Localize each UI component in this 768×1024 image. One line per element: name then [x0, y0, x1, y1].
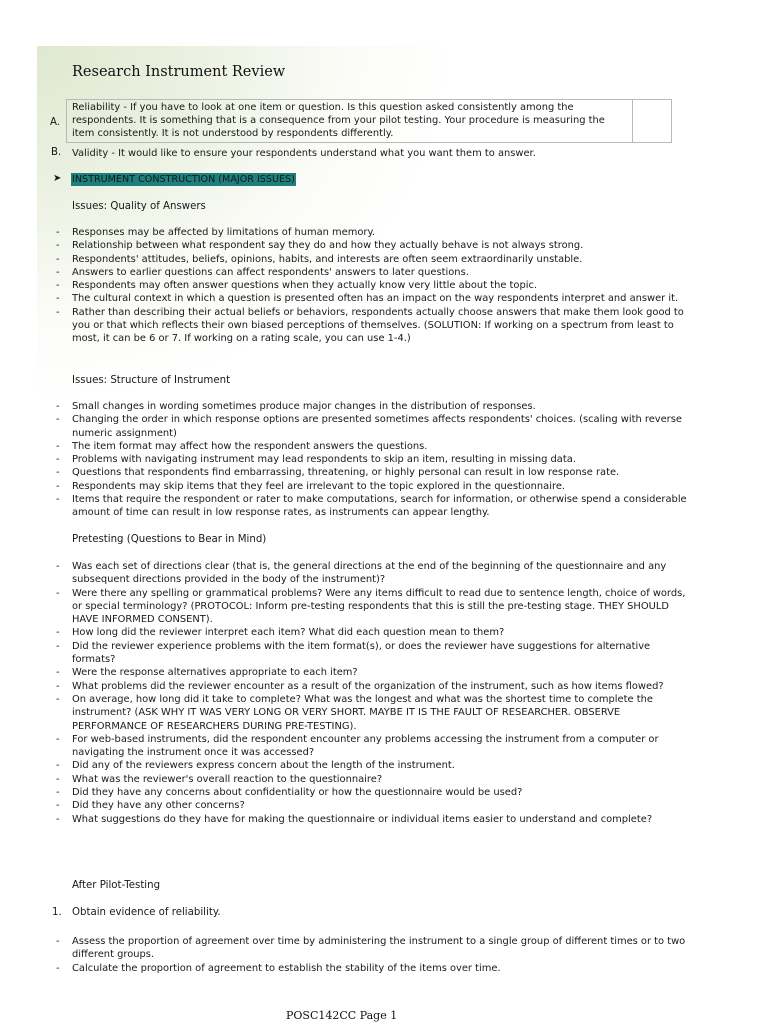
- list-item: [54, 453, 694, 466]
- validity-text: Validity - It would like to ensure your respondents understand what you want them to answer.: [72, 148, 536, 159]
- dash-bullet: -: [56, 480, 60, 492]
- section-a-marker: A.: [50, 117, 61, 128]
- list-item-text: Was each set of directions clear (that is, the general directions at the end of the beginning of the questionnaire and any subsequent directions provided in the body of the instrument)?: [72, 561, 667, 586]
- list-item: [54, 560, 694, 587]
- list-item-text: Respondents' attitudes, beliefs, opinions, habits, and interests are often seem extraordinarily unstable.: [72, 253, 583, 265]
- structure-heading: Issues: Structure of Instrument: [72, 375, 231, 386]
- list-item: [54, 226, 694, 239]
- list-item: [54, 626, 694, 639]
- list-item: [54, 306, 694, 346]
- quality-list: [54, 226, 694, 346]
- list-item-text: Relationship between what respondent say they do and how they actually behave is not always strong.: [72, 240, 584, 252]
- dash-bullet: -: [56, 253, 60, 265]
- list-item-text: Did any of the reviewers express concern about the length of the instrument.: [72, 760, 455, 772]
- list-item: [54, 239, 694, 252]
- list-item-text: Respondents may often answer questions when they actually know very little about the topic.: [72, 280, 538, 292]
- dash-bullet: -: [56, 640, 60, 652]
- dash-bullet: -: [56, 787, 60, 799]
- dash-bullet: -: [56, 760, 60, 772]
- list-item: [54, 935, 694, 962]
- list-item: [54, 253, 694, 266]
- dash-bullet: -: [56, 414, 60, 426]
- list-item: [54, 493, 694, 520]
- list-item-text: What problems did the reviewer encounter as a result of the organization of the instrument, such as how items flowed?: [72, 680, 664, 692]
- dash-bullet: -: [56, 733, 60, 745]
- arrow-bullet-icon: ➤: [53, 173, 62, 184]
- reliability-text: Reliability - If you have to look at one item or question. Is this question asked consistently among the respondents. It is something that is a consequence from your pilot testing. Your procedure is measuring the item consistently. It is not understood by respondents differently.: [72, 102, 605, 139]
- page-footer: POSC142CC Page 1: [286, 1009, 398, 1022]
- dash-bullet: -: [56, 227, 60, 238]
- dash-bullet: -: [56, 240, 60, 252]
- list-item-text: The cultural context in which a question is presented often has an impact on the way respondents interpret and answer it.: [72, 293, 679, 305]
- list-item-text: Answers to earlier questions can affect respondents' answers to later questions.: [72, 266, 469, 278]
- reliability-box-divider: [632, 99, 633, 143]
- list-item-text: On average, how long did it take to complete? What was the longest and what was the shortest time to complete the instrument? (ASK WHY IT WAS VERY LONG OR VERY SHORT. MAYBE IT IS THE FAULT OF RESEARCHER. OBSERVE PERFORMANCE OF RESEARCHERS DURING PRE-TESTING).: [72, 693, 653, 732]
- list-item: [54, 279, 694, 292]
- instrument-construction-heading: INSTRUMENT CONSTRUCTION (MAJOR ISSUES): [72, 174, 295, 185]
- list-item: [54, 759, 694, 772]
- list-item: [54, 292, 694, 305]
- dash-bullet: -: [56, 454, 60, 466]
- dash-bullet: -: [56, 266, 60, 278]
- list-item: [54, 799, 694, 812]
- dash-bullet: -: [56, 667, 60, 679]
- dash-bullet: -: [56, 693, 60, 705]
- dash-bullet: -: [56, 401, 60, 412]
- dash-bullet: -: [56, 306, 60, 318]
- list-item-text: Assess the proportion of agreement over time by administering the instrument to a single group of different times or to two different groups.: [72, 936, 686, 961]
- dash-bullet: -: [56, 800, 60, 812]
- list-item-text: Items that require the respondent or rater to make computations, search for information, or otherwise spend a considerable amount of time can result in low response rates, as instruments can appear lengthy.: [72, 494, 687, 519]
- after-pilot-heading: After Pilot-Testing: [72, 880, 161, 891]
- dash-bullet: -: [56, 813, 60, 825]
- dash-bullet: -: [56, 680, 60, 692]
- list-item: [54, 693, 694, 733]
- pretesting-list: [54, 560, 694, 826]
- dash-bullet: -: [56, 773, 60, 785]
- list-item: [54, 786, 694, 799]
- list-item: [54, 813, 694, 826]
- dash-bullet: -: [56, 467, 60, 479]
- dash-bullet: -: [56, 561, 60, 572]
- list-item: [54, 480, 694, 493]
- list-item: [54, 733, 694, 760]
- list-item-text: What suggestions do they have for making the questionnaire or individual items easier to understand and complete?: [72, 813, 653, 825]
- list-item-text: Did they have any concerns about confidentiality or how the questionnaire would be used?: [72, 787, 523, 799]
- list-item-text: Questions that respondents find embarrassing, threatening, or highly personal can result in low response rate.: [72, 467, 620, 479]
- list-item: [54, 440, 694, 453]
- list-item: [54, 266, 694, 279]
- pretesting-heading: Pretesting (Questions to Bear in Mind): [72, 534, 267, 545]
- list-item: [54, 400, 694, 413]
- quality-heading: Issues: Quality of Answers: [72, 201, 206, 212]
- dash-bullet: -: [56, 627, 60, 639]
- list-item-text: Did the reviewer experience problems with the item format(s), or does the reviewer have suggestions for alternative formats?: [72, 640, 651, 666]
- list-item-text: Problems with navigating instrument may lead respondents to skip an item, resulting in missing data.: [72, 454, 576, 466]
- list-item-text: Changing the order in which response options are presented sometimes affects respondents' choices. (scaling with reverse numeric assignment): [72, 414, 682, 439]
- list-item-text: The item format may affect how the respondent answers the questions.: [72, 440, 428, 452]
- list-item: [54, 640, 694, 667]
- list-item-text: For web-based instruments, did the respondent encounter any problems accessing the instrument from a computer or navigating the instrument once it was accessed?: [72, 733, 659, 759]
- dash-bullet: -: [56, 440, 60, 452]
- after-pilot-list: [54, 935, 694, 975]
- list-item-text: Respondents may skip items that they feel are irrelevant to the topic explored in the questionnaire.: [72, 480, 566, 492]
- dash-bullet: -: [56, 936, 60, 947]
- section-b-marker: B.: [51, 147, 62, 158]
- list-item: [54, 773, 694, 786]
- reliability-evidence-text: Obtain evidence of reliability.: [72, 907, 221, 918]
- list-item-text: Calculate the proportion of agreement to establish the stability of the items over time.: [72, 962, 501, 974]
- dash-bullet: -: [56, 587, 60, 599]
- dash-bullet: -: [56, 494, 60, 506]
- list-item: [54, 413, 694, 440]
- dash-bullet: -: [56, 293, 60, 305]
- list-item-text: Were there any spelling or grammatical problems? Were any items difficult to read due to sentence length, choice of words, or special terminology? (PROTOCOL: Inform pre-testing respondents that this is still the pre-testing stage. THEY SHOULD HAVE INFORMED CONSENT).: [72, 587, 686, 626]
- document-title: Research Instrument Review: [72, 64, 286, 80]
- numbered-marker: 1.: [52, 907, 62, 918]
- dash-bullet: -: [56, 962, 60, 974]
- list-item-text: Rather than describing their actual beliefs or behaviors, respondents actually choose answers that make them look good to you or that which reflects their own biased perceptions of themselves. (SOLUTION: If working on a spectrum from least to most, it can be 6 or 7. If working on a rating scale, you can use 1-4.): [72, 306, 684, 345]
- list-item: [54, 680, 694, 693]
- list-item-text: What was the reviewer's overall reaction to the questionnaire?: [72, 773, 383, 785]
- list-item: [54, 962, 694, 975]
- list-item-text: Did they have any other concerns?: [72, 800, 245, 812]
- list-item: [54, 666, 694, 679]
- structure-list: [54, 400, 694, 520]
- list-item: [54, 587, 694, 627]
- list-item-text: Responses may be affected by limitations of human memory.: [72, 227, 376, 238]
- list-item-text: Were the response alternatives appropriate to each item?: [72, 667, 358, 679]
- dash-bullet: -: [56, 280, 60, 292]
- list-item: [54, 466, 694, 479]
- list-item-text: How long did the reviewer interpret each item? What did each question mean to them?: [72, 627, 505, 639]
- list-item-text: Small changes in wording sometimes produce major changes in the distribution of responses.: [72, 401, 536, 412]
